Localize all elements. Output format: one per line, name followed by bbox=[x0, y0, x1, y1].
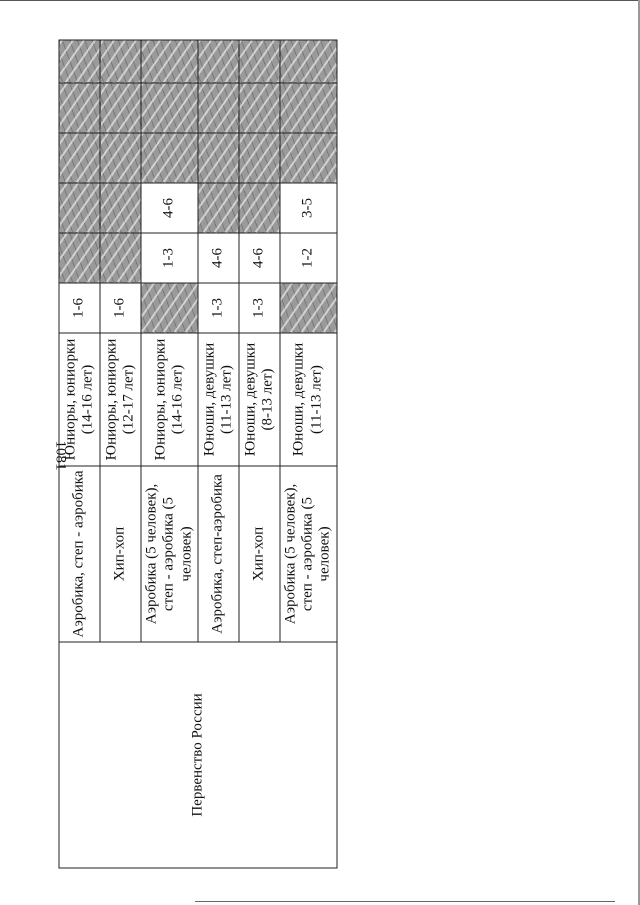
place-cell bbox=[238, 133, 279, 183]
place-cell bbox=[141, 133, 198, 183]
results-table bbox=[58, 40, 337, 869]
age-group-cell: Юниоры, юниорки (14-16 лет) bbox=[141, 333, 198, 466]
discipline-cell: Хип-хоп bbox=[100, 466, 141, 642]
place-cell bbox=[100, 233, 141, 283]
place-cell bbox=[141, 83, 198, 133]
age-group-cell: Юниоры, юниорки (14-16 лет) bbox=[59, 333, 100, 466]
table-row bbox=[59, 40, 100, 868]
place-cell: 4-6 bbox=[141, 183, 198, 233]
place-cell: 1-6 bbox=[59, 283, 100, 333]
place-cell bbox=[197, 83, 238, 133]
place-cell bbox=[197, 183, 238, 233]
results-table-rotated bbox=[58, 41, 333, 869]
age-group-cell: Юниоры, юниорки (12-17 лет) bbox=[100, 333, 141, 466]
place-cell bbox=[197, 40, 238, 83]
discipline-cell: Аэробика, степ-аэробика bbox=[197, 466, 238, 642]
place-cell bbox=[100, 40, 141, 83]
place-cell bbox=[59, 183, 100, 233]
discipline-cell: Аэробика (5 человек), степ - аэробика (5 человек) bbox=[141, 466, 198, 642]
place-cell: 1-3 bbox=[141, 233, 198, 283]
place-cell: 3-5 bbox=[279, 183, 336, 233]
place-cell bbox=[238, 183, 279, 233]
discipline-cell: Аэробика (5 человек), степ - аэробика (5 человек) bbox=[279, 466, 336, 642]
age-group-cell: Юноши, девушки (11-13 лет) bbox=[279, 333, 336, 466]
place-cell: 4-6 bbox=[238, 233, 279, 283]
place-cell bbox=[197, 133, 238, 183]
place-cell bbox=[100, 83, 141, 133]
place-cell: 1-3 bbox=[197, 283, 238, 333]
discipline-cell: Аэробика, степ - аэробика bbox=[59, 466, 100, 642]
place-cell bbox=[141, 283, 198, 333]
page-number-text: 1081 bbox=[52, 440, 69, 470]
place-cell bbox=[100, 183, 141, 233]
place-cell bbox=[100, 133, 141, 183]
place-cell bbox=[59, 133, 100, 183]
place-cell bbox=[59, 40, 100, 83]
page-top-edge bbox=[0, 0, 640, 1]
place-cell bbox=[279, 133, 336, 183]
place-cell bbox=[59, 83, 100, 133]
place-cell bbox=[238, 40, 279, 83]
place-cell: 1-3 bbox=[238, 283, 279, 333]
place-cell: 1-2 bbox=[279, 233, 336, 283]
place-cell bbox=[279, 40, 336, 83]
place-cell bbox=[279, 83, 336, 133]
age-group-cell: Юноши, девушки (8-13 лет) bbox=[238, 333, 279, 466]
place-cell: 1-6 bbox=[100, 283, 141, 333]
group-label-cell: Первенство России bbox=[59, 642, 337, 868]
place-cell: 4-6 bbox=[197, 233, 238, 283]
age-group-cell: Юноши, девушки (11-13 лет) bbox=[197, 333, 238, 466]
place-cell bbox=[59, 233, 100, 283]
discipline-cell: Хип-хоп bbox=[238, 466, 279, 642]
page-bottom-edge bbox=[195, 901, 615, 902]
place-cell bbox=[238, 83, 279, 133]
place-cell bbox=[141, 40, 198, 83]
place-cell bbox=[279, 283, 336, 333]
